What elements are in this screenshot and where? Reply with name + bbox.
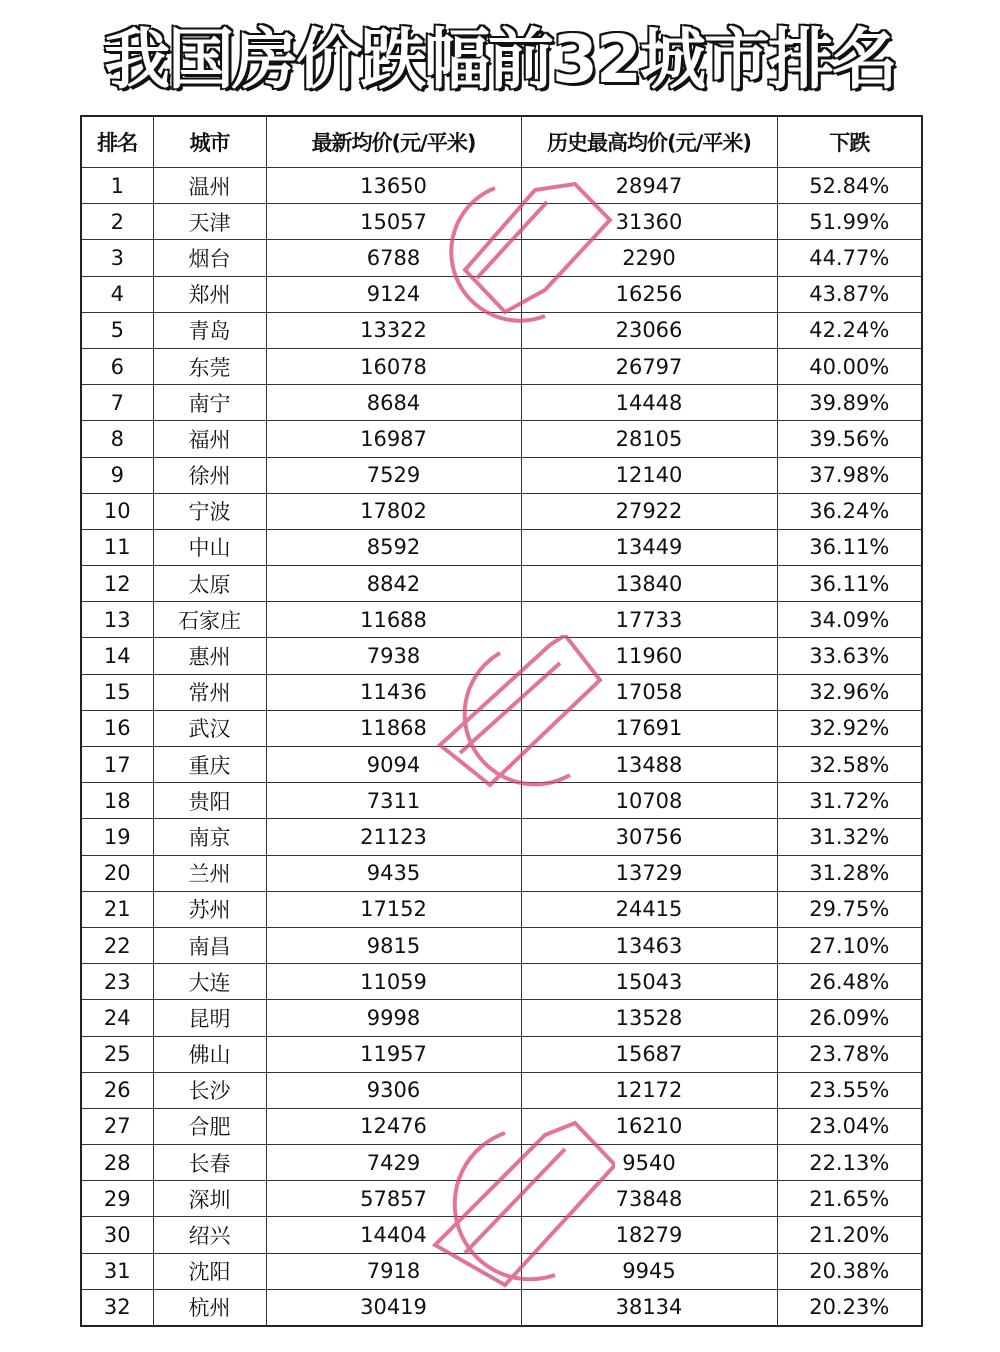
drop-cell: 31.28% xyxy=(777,855,922,891)
city-cell: 宁波 xyxy=(153,493,266,529)
rank-cell: 29 xyxy=(81,1181,153,1217)
city-cell: 长春 xyxy=(153,1145,266,1181)
peak-price-cell: 28105 xyxy=(521,421,777,457)
city-cell: 天津 xyxy=(153,204,266,240)
peak-price-cell: 12172 xyxy=(521,1072,777,1108)
table-row xyxy=(81,348,922,384)
city-cell: 绍兴 xyxy=(153,1217,266,1253)
peak-price-cell: 13463 xyxy=(521,927,777,963)
rank-cell: 8 xyxy=(81,421,153,457)
peak-price-cell: 38134 xyxy=(521,1289,777,1326)
latest-price-cell: 11436 xyxy=(266,674,521,710)
city-cell: 南昌 xyxy=(153,927,266,963)
peak-price-cell: 2290 xyxy=(521,240,777,276)
rank-cell: 14 xyxy=(81,638,153,674)
table-row xyxy=(81,457,922,493)
table-row xyxy=(81,493,922,529)
peak-price-cell: 23066 xyxy=(521,312,777,348)
table-row xyxy=(81,783,922,819)
rank-cell: 19 xyxy=(81,819,153,855)
city-cell: 常州 xyxy=(153,674,266,710)
latest-price-cell: 14404 xyxy=(266,1217,521,1253)
peak-price-cell: 12140 xyxy=(521,457,777,493)
table-row xyxy=(81,1072,922,1108)
table-row xyxy=(81,1036,922,1072)
peak-price-cell: 27922 xyxy=(521,493,777,529)
latest-price-cell: 9306 xyxy=(266,1072,521,1108)
drop-cell: 23.55% xyxy=(777,1072,922,1108)
header-peak-price: 历史最高均价(元/平米) xyxy=(521,116,777,168)
rank-cell: 5 xyxy=(81,312,153,348)
peak-price-cell: 13449 xyxy=(521,529,777,565)
drop-cell: 36.11% xyxy=(777,529,922,565)
table-row xyxy=(81,529,922,565)
rank-cell: 31 xyxy=(81,1253,153,1289)
table-header-row xyxy=(81,116,922,168)
rank-cell: 22 xyxy=(81,927,153,963)
city-cell: 武汉 xyxy=(153,710,266,746)
table-row xyxy=(81,421,922,457)
drop-cell: 39.89% xyxy=(777,385,922,421)
peak-price-cell: 31360 xyxy=(521,204,777,240)
header-rank: 排名 xyxy=(81,116,153,168)
table-row xyxy=(81,276,922,312)
peak-price-cell: 9945 xyxy=(521,1253,777,1289)
rank-cell: 3 xyxy=(81,240,153,276)
rank-cell: 24 xyxy=(81,1000,153,1036)
drop-cell: 29.75% xyxy=(777,891,922,927)
table-row xyxy=(81,927,922,963)
city-cell: 沈阳 xyxy=(153,1253,266,1289)
drop-cell: 36.24% xyxy=(777,493,922,529)
latest-price-cell: 9094 xyxy=(266,747,521,783)
peak-price-cell: 13840 xyxy=(521,566,777,602)
table-row xyxy=(81,1181,922,1217)
table-row xyxy=(81,855,922,891)
city-cell: 佛山 xyxy=(153,1036,266,1072)
latest-price-cell: 57857 xyxy=(266,1181,521,1217)
drop-cell: 26.48% xyxy=(777,964,922,1000)
drop-cell: 51.99% xyxy=(777,204,922,240)
table-row xyxy=(81,891,922,927)
latest-price-cell: 17152 xyxy=(266,891,521,927)
city-cell: 中山 xyxy=(153,529,266,565)
city-cell: 合肥 xyxy=(153,1108,266,1144)
rank-cell: 25 xyxy=(81,1036,153,1072)
peak-price-cell: 17691 xyxy=(521,710,777,746)
table-row xyxy=(81,1217,922,1253)
table-row xyxy=(81,710,922,746)
drop-cell: 26.09% xyxy=(777,1000,922,1036)
drop-cell: 32.92% xyxy=(777,710,922,746)
rank-cell: 12 xyxy=(81,566,153,602)
latest-price-cell: 16987 xyxy=(266,421,521,457)
city-cell: 大连 xyxy=(153,964,266,1000)
city-cell: 杭州 xyxy=(153,1289,266,1326)
rank-cell: 9 xyxy=(81,457,153,493)
rank-cell: 6 xyxy=(81,348,153,384)
latest-price-cell: 6788 xyxy=(266,240,521,276)
drop-cell: 33.63% xyxy=(777,638,922,674)
peak-price-cell: 10708 xyxy=(521,783,777,819)
table-row xyxy=(81,674,922,710)
latest-price-cell: 21123 xyxy=(266,819,521,855)
latest-price-cell: 7918 xyxy=(266,1253,521,1289)
city-cell: 南京 xyxy=(153,819,266,855)
city-cell: 昆明 xyxy=(153,1000,266,1036)
drop-cell: 37.98% xyxy=(777,457,922,493)
rank-cell: 4 xyxy=(81,276,153,312)
peak-price-cell: 14448 xyxy=(521,385,777,421)
latest-price-cell: 13322 xyxy=(266,312,521,348)
rank-cell: 11 xyxy=(81,529,153,565)
table-row xyxy=(81,204,922,240)
rank-cell: 17 xyxy=(81,747,153,783)
rank-cell: 10 xyxy=(81,493,153,529)
drop-cell: 31.72% xyxy=(777,783,922,819)
city-cell: 苏州 xyxy=(153,891,266,927)
table-row xyxy=(81,1000,922,1036)
table-row xyxy=(81,1253,922,1289)
rank-cell: 30 xyxy=(81,1217,153,1253)
table-row xyxy=(81,602,922,638)
latest-price-cell: 9124 xyxy=(266,276,521,312)
latest-price-cell: 9435 xyxy=(266,855,521,891)
latest-price-cell: 17802 xyxy=(266,493,521,529)
latest-price-cell: 11868 xyxy=(266,710,521,746)
latest-price-cell: 11957 xyxy=(266,1036,521,1072)
peak-price-cell: 9540 xyxy=(521,1145,777,1181)
table-row xyxy=(81,240,922,276)
rank-cell: 27 xyxy=(81,1108,153,1144)
table-row xyxy=(81,168,922,204)
drop-cell: 36.11% xyxy=(777,566,922,602)
table-row xyxy=(81,312,922,348)
latest-price-cell: 12476 xyxy=(266,1108,521,1144)
drop-cell: 31.32% xyxy=(777,819,922,855)
city-cell: 深圳 xyxy=(153,1181,266,1217)
city-cell: 惠州 xyxy=(153,638,266,674)
latest-price-cell: 9998 xyxy=(266,1000,521,1036)
peak-price-cell: 13729 xyxy=(521,855,777,891)
rank-cell: 1 xyxy=(81,168,153,204)
drop-cell: 23.78% xyxy=(777,1036,922,1072)
drop-cell: 40.00% xyxy=(777,348,922,384)
peak-price-cell: 15687 xyxy=(521,1036,777,1072)
drop-cell: 23.04% xyxy=(777,1108,922,1144)
peak-price-cell: 17058 xyxy=(521,674,777,710)
latest-price-cell: 7529 xyxy=(266,457,521,493)
drop-cell: 32.96% xyxy=(777,674,922,710)
drop-cell: 21.65% xyxy=(777,1181,922,1217)
drop-cell: 43.87% xyxy=(777,276,922,312)
peak-price-cell: 11960 xyxy=(521,638,777,674)
drop-cell: 32.58% xyxy=(777,747,922,783)
peak-price-cell: 18279 xyxy=(521,1217,777,1253)
peak-price-cell: 24415 xyxy=(521,891,777,927)
peak-price-cell: 30756 xyxy=(521,819,777,855)
rank-cell: 15 xyxy=(81,674,153,710)
table-row xyxy=(81,385,922,421)
table-row xyxy=(81,819,922,855)
latest-price-cell: 8592 xyxy=(266,529,521,565)
rank-cell: 2 xyxy=(81,204,153,240)
city-cell: 郑州 xyxy=(153,276,266,312)
peak-price-cell: 13488 xyxy=(521,747,777,783)
header-latest-price: 最新均价(元/平米) xyxy=(266,116,521,168)
city-cell: 烟台 xyxy=(153,240,266,276)
drop-cell: 20.38% xyxy=(777,1253,922,1289)
latest-price-cell: 13650 xyxy=(266,168,521,204)
rank-cell: 7 xyxy=(81,385,153,421)
rank-cell: 18 xyxy=(81,783,153,819)
latest-price-cell: 7311 xyxy=(266,783,521,819)
city-cell: 长沙 xyxy=(153,1072,266,1108)
drop-cell: 27.10% xyxy=(777,927,922,963)
peak-price-cell: 28947 xyxy=(521,168,777,204)
peak-price-cell: 16210 xyxy=(521,1108,777,1144)
peak-price-cell: 16256 xyxy=(521,276,777,312)
latest-price-cell: 8684 xyxy=(266,385,521,421)
drop-cell: 22.13% xyxy=(777,1145,922,1181)
city-cell: 福州 xyxy=(153,421,266,457)
drop-cell: 42.24% xyxy=(777,312,922,348)
table-row xyxy=(81,1108,922,1144)
rank-cell: 20 xyxy=(81,855,153,891)
peak-price-cell: 73848 xyxy=(521,1181,777,1217)
city-cell: 太原 xyxy=(153,566,266,602)
table-row xyxy=(81,566,922,602)
latest-price-cell: 11059 xyxy=(266,964,521,1000)
drop-cell: 44.77% xyxy=(777,240,922,276)
rank-cell: 23 xyxy=(81,964,153,1000)
city-cell: 东莞 xyxy=(153,348,266,384)
city-cell: 兰州 xyxy=(153,855,266,891)
peak-price-cell: 15043 xyxy=(521,964,777,1000)
drop-cell: 52.84% xyxy=(777,168,922,204)
peak-price-cell: 13528 xyxy=(521,1000,777,1036)
city-cell: 重庆 xyxy=(153,747,266,783)
rank-cell: 28 xyxy=(81,1145,153,1181)
peak-price-cell: 26797 xyxy=(521,348,777,384)
page-title: 我国房价跌幅前32城市排名 xyxy=(104,21,896,98)
drop-cell: 20.23% xyxy=(777,1289,922,1326)
rank-cell: 21 xyxy=(81,891,153,927)
latest-price-cell: 9815 xyxy=(266,927,521,963)
table-body xyxy=(81,168,922,1327)
table-row xyxy=(81,747,922,783)
latest-price-cell: 16078 xyxy=(266,348,521,384)
rank-cell: 26 xyxy=(81,1072,153,1108)
drop-cell: 34.09% xyxy=(777,602,922,638)
latest-price-cell: 11688 xyxy=(266,602,521,638)
header-city: 城市 xyxy=(153,116,266,168)
table-row xyxy=(81,964,922,1000)
table-row xyxy=(81,1145,922,1181)
drop-cell: 21.20% xyxy=(777,1217,922,1253)
peak-price-cell: 17733 xyxy=(521,602,777,638)
rank-cell: 16 xyxy=(81,710,153,746)
ranking-table xyxy=(80,115,923,1327)
city-cell: 石家庄 xyxy=(153,602,266,638)
latest-price-cell: 7938 xyxy=(266,638,521,674)
latest-price-cell: 7429 xyxy=(266,1145,521,1181)
rank-cell: 13 xyxy=(81,602,153,638)
city-cell: 贵阳 xyxy=(153,783,266,819)
latest-price-cell: 15057 xyxy=(266,204,521,240)
city-cell: 青岛 xyxy=(153,312,266,348)
drop-cell: 39.56% xyxy=(777,421,922,457)
table-row xyxy=(81,1289,922,1326)
city-cell: 徐州 xyxy=(153,457,266,493)
latest-price-cell: 8842 xyxy=(266,566,521,602)
header-drop: 下跌 xyxy=(777,116,922,168)
city-cell: 温州 xyxy=(153,168,266,204)
table-row xyxy=(81,638,922,674)
latest-price-cell: 30419 xyxy=(266,1289,521,1326)
rank-cell: 32 xyxy=(81,1289,153,1326)
city-cell: 南宁 xyxy=(153,385,266,421)
